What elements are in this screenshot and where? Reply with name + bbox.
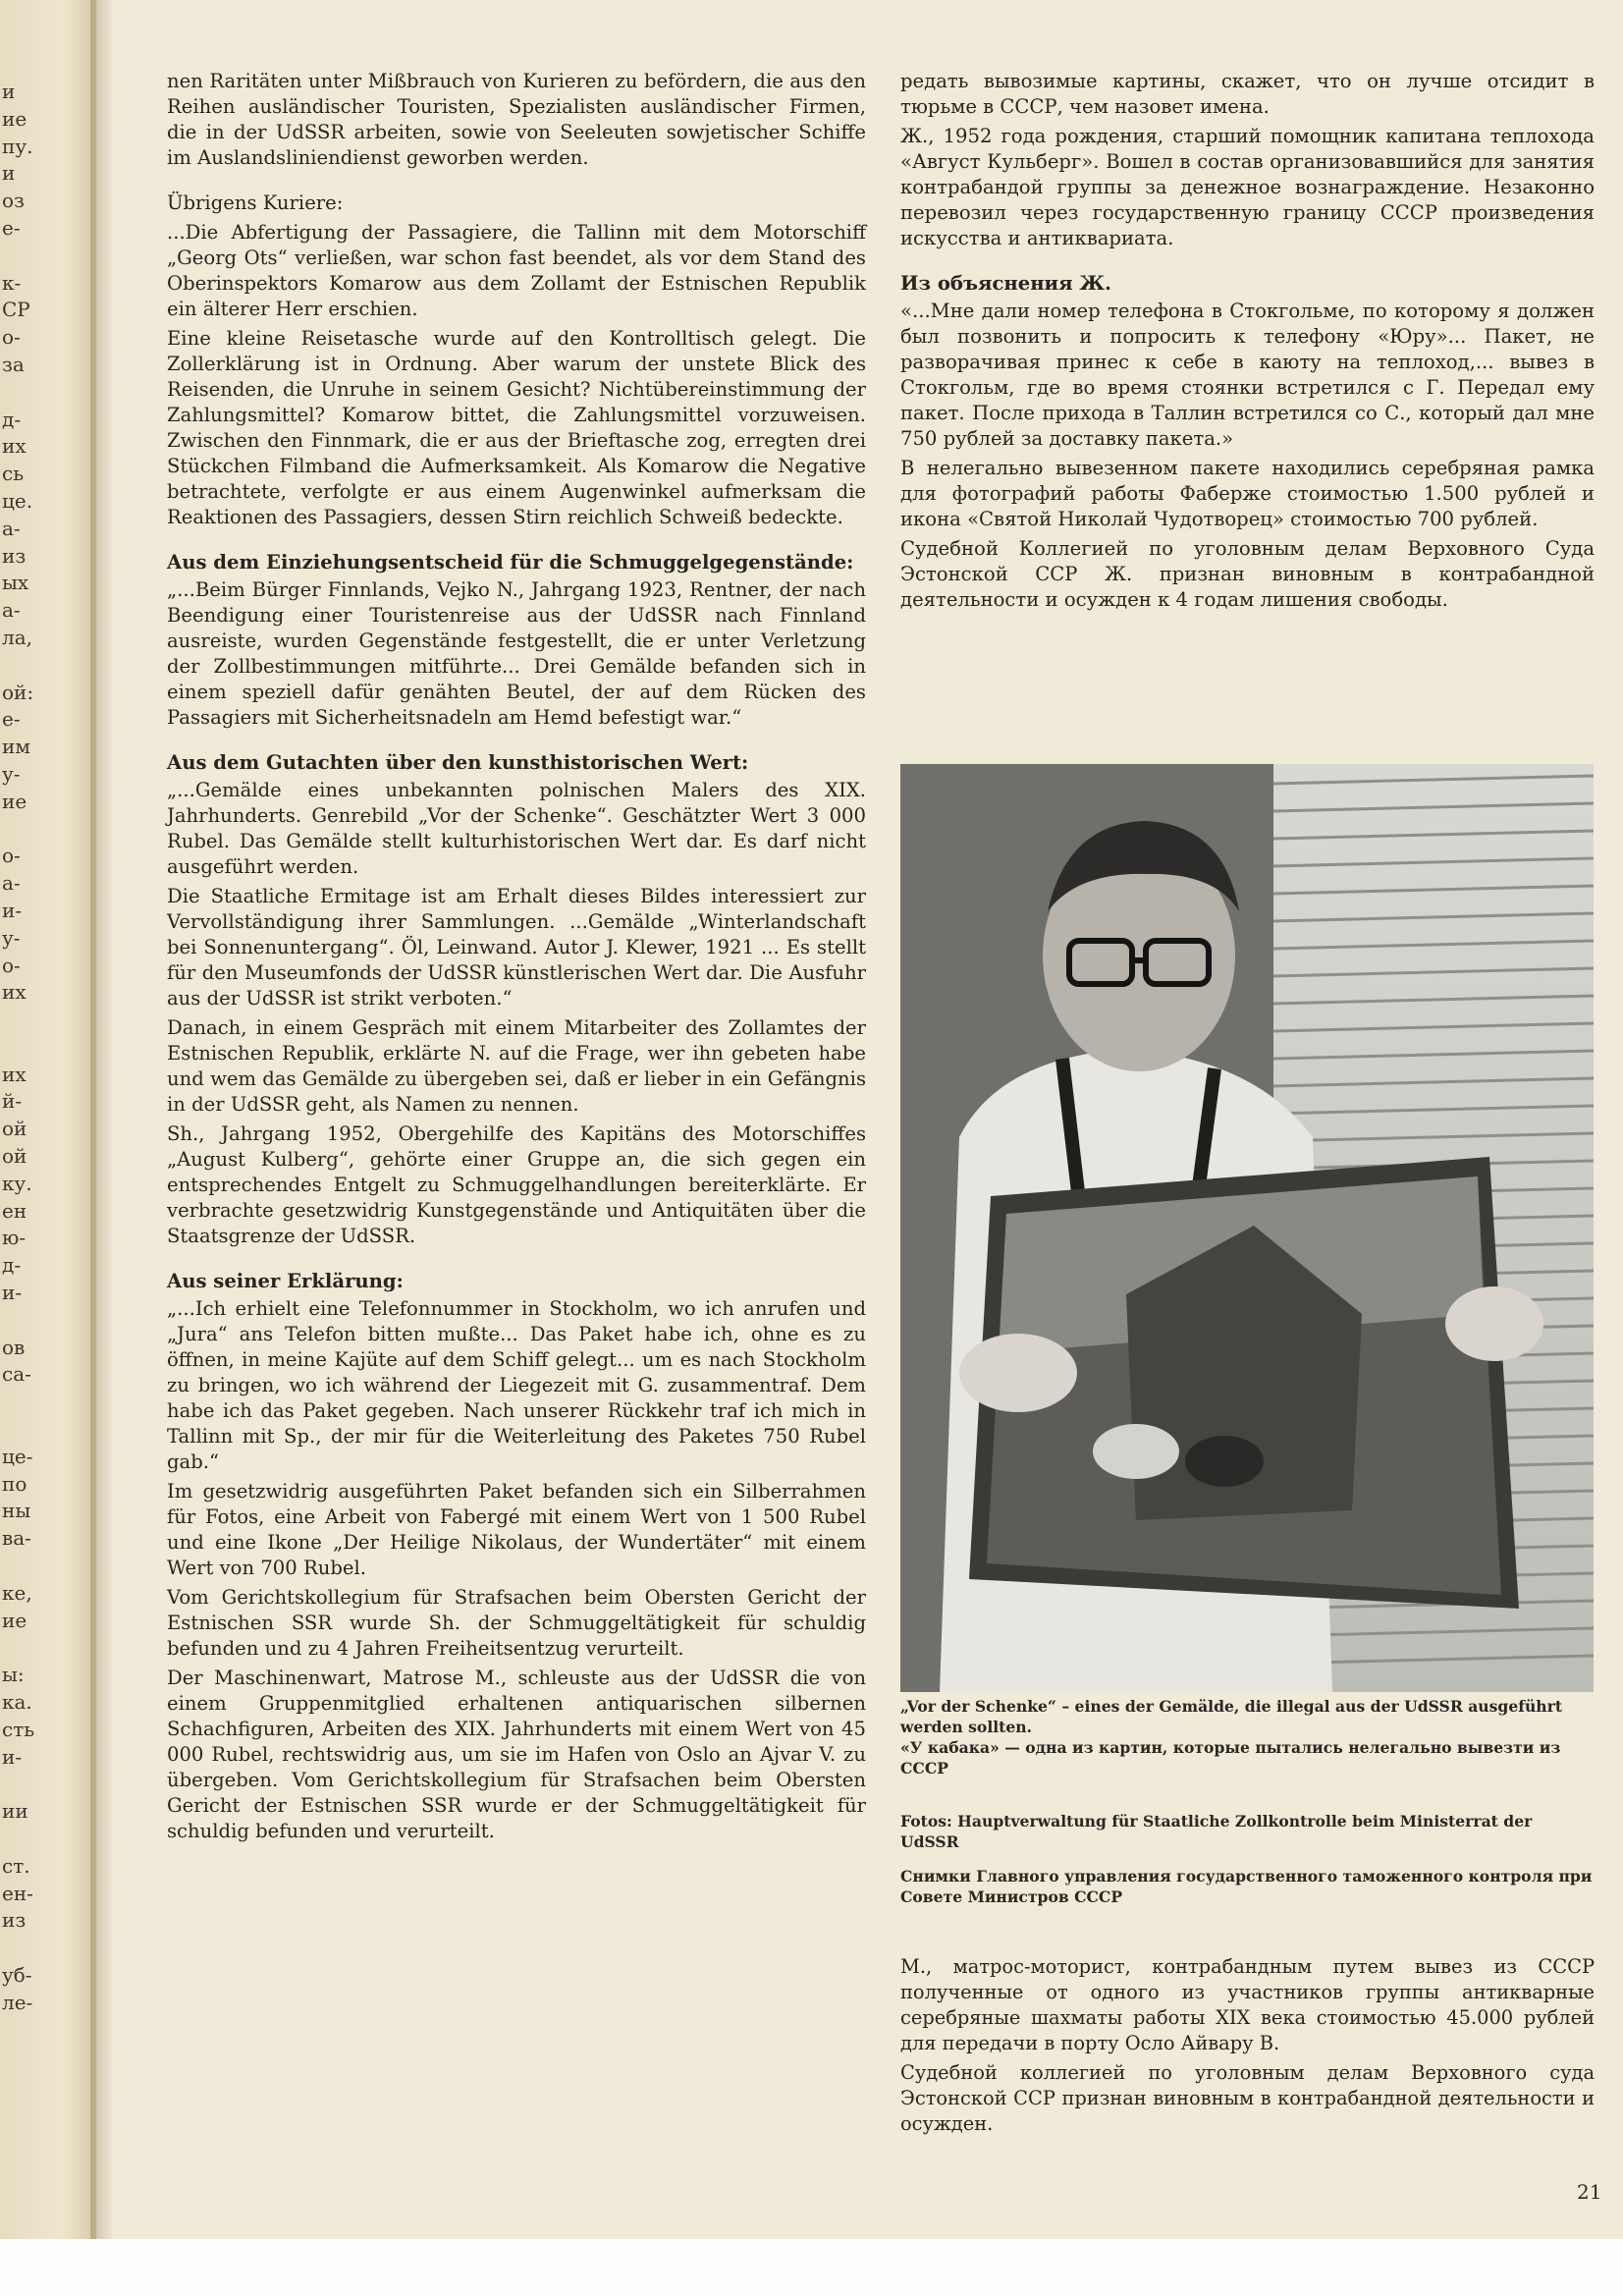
margin-fragment: у- — [2, 925, 21, 950]
margin-fragment — [2, 1307, 71, 1335]
margin-fragment: пу. — [2, 134, 33, 158]
ru-paragraph-4: В нелегально вывезенном пакете находились серебряная рамка для фотографий работы Фаберже стоимостью 1.500 рублей и икона «Святой Николай Чудотворец» стоимостью 700 рублей. — [900, 457, 1595, 530]
margin-fragment — [2, 379, 71, 407]
margin-fragment — [2, 1416, 71, 1444]
margin-fragment — [2, 1634, 71, 1662]
margin-fragment: ой — [2, 1144, 27, 1169]
margin-fragment: й- — [2, 1089, 23, 1114]
margin-fragment: це. — [2, 488, 33, 513]
margin-fragment: их — [2, 1062, 27, 1086]
margin-fragment: СР — [2, 298, 30, 322]
credit-russian: Снимки Главного управления государственного таможенного контроля при Совете Министров СССР — [900, 1867, 1593, 1906]
margin-fragment: ю- — [2, 1226, 27, 1250]
right-hand — [1445, 1286, 1543, 1361]
photo-credits — [900, 1811, 1594, 1907]
margin-fragment: ка. — [2, 1690, 32, 1715]
margin-fragment — [2, 816, 71, 844]
painting-white-horse — [1093, 1424, 1179, 1479]
margin-fragment: це- — [2, 1444, 33, 1468]
expertise-paragraph-1: „...Gemälde eines unbekannten polnischen Malers des XIX. Jahrhunderts. Genrebild „Vor der Schenke“. Geschätzter Wert 3 000 Rubel. Das Gemälde stellt kulturhistorischen Wert dar. Es darf nicht ausgeführt werden. — [167, 779, 866, 878]
ru-paragraph-5: Судебной Коллегией по уголовным делам Верховного Суда Эстонской ССР Ж. признан виновным в контрабандной деятельности и осужден к 4 годам лишения свободы. — [900, 537, 1595, 611]
margin-fragment: ии — [2, 1799, 28, 1824]
margin-fragment: сть — [2, 1717, 35, 1741]
margin-fragment: са- — [2, 1362, 31, 1387]
ru-paragraph-6: М., матрос-моторист, контрабандным путем вывез из СССР полученные от одного из участников группы антикварные серебряные шахматы работы XIX века стоимостью 45.000 рублей для передачи в порту Осло Айвару В. — [900, 1955, 1595, 2054]
couriers-paragraph-1: ...Die Abfertigung der Passagiere, die Tallinn mit dem Motorschiff „Georg Ots“ verließen, war schon fast beendet, als vor dem Stand des Oberinspektors Komarow aus dem Zollamt der Estnischen Republik ein älterer Herr erschien. — [167, 221, 866, 320]
caption-german: „Vor der Schenke“ – eines der Gemälde, die illegal aus der UdSSR ausgeführt werden sollten. — [900, 1697, 1563, 1736]
caption-russian: «У кабака» — одна из картин, которые пытались нелегально вывезти из СССР — [900, 1738, 1561, 1777]
photo-caption — [900, 1696, 1594, 1778]
margin-fragment: ла, — [2, 625, 32, 649]
margin-fragment: ны — [2, 1499, 31, 1523]
heading-confiscation: Aus dem Einziehungsentscheid für die Schmuggelgegenstände: — [167, 551, 854, 574]
margin-fragment: и — [2, 80, 16, 103]
margin-fragment — [2, 1389, 71, 1416]
margin-fragment: ых — [2, 571, 29, 595]
margin-fragment: ке, — [2, 1580, 32, 1605]
margin-fragment: ов — [2, 1335, 26, 1359]
margin-fragment: их — [2, 434, 27, 459]
page-number: 21 — [1577, 2180, 1602, 2204]
margin-fragment: оз — [2, 189, 25, 213]
margin-fragment: ие — [2, 1608, 27, 1632]
margin-fragment — [2, 1771, 71, 1798]
statement-paragraph-4: Der Maschinenwart, Matrose M., schleuste aus der UdSSR die von einem Gruppenmitglied erhaltenen antiquarischen silbernen Schachfiguren, Arbeiten des XIX. Jahrhunderts mit einem Wert von 45 000 Rubel, rechtswidrig aus, um sie im Hafen von Oslo an Ajvar V. zu übergeben. Vom Gerichtskollegium für Strafsachen beim Obersten Gericht der Estnischen SSR wurde er der Schmuggeltätigkeit für schuldig befunden und verurteilt. — [167, 1667, 866, 1842]
binding-shadow — [90, 0, 114, 2239]
margin-fragment: за — [2, 352, 25, 376]
margin-fragment: из — [2, 543, 27, 568]
margin-fragment: сь — [2, 462, 25, 486]
margin-fragment: и- — [2, 1744, 23, 1769]
margin-fragment — [2, 1034, 71, 1062]
margin-fragment — [2, 1935, 71, 1962]
photo-illustration — [900, 764, 1594, 1692]
expertise-paragraph-3: Danach, in einem Gespräch mit einem Mitarbeiter des Zollamtes der Estnischen Republik, erklärte N. auf die Frage, wer ihn gebeten habe und wem das Gemälde zu übergeben sei, daß er lieber in ein Gefängnis in der UdSSR geht, als Namen zu nennen. — [167, 1016, 866, 1116]
ru-paragraph-1: редать вывозимые картины, скажет, что он лучше отсидит в тюрьме в СССР, чем назовет имена. — [900, 70, 1595, 118]
margin-fragment: из — [2, 1908, 27, 1933]
margin-fragment: у- — [2, 761, 21, 786]
margin-fragment: е- — [2, 215, 21, 240]
margin-fragment — [2, 1007, 71, 1034]
photo-man-holding-painting — [900, 764, 1594, 1692]
credit-german: Fotos: Hauptverwaltung für Staatliche Zollkontrolle beim Ministerrat der UdSSR — [900, 1812, 1533, 1851]
margin-fragment: по — [2, 1471, 27, 1496]
margin-fragments — [2, 79, 71, 2017]
margin-fragment: ва- — [2, 1526, 31, 1551]
ru-paragraph-3: «...Мне дали номер телефона в Стокгольме, по которому я должен был позвонить и попросить к телефону «Юру»... Пакет, не разворачивая принес к себе в каюту на теплоход,... вывез в Стокгольм, где во время стоянки встретился с Г. Передал ему пакет. После прихода в Таллин встретился со С., который дал мне 750 рублей за доставку пакета.» — [900, 300, 1595, 450]
margin-fragment: о- — [2, 953, 21, 977]
margin-fragment: д- — [2, 407, 22, 431]
margin-fragment: им — [2, 735, 30, 759]
scan-bottom-margin — [0, 2239, 1623, 2296]
couriers-paragraph-2: Eine kleine Reisetasche wurde auf den Kontrolltisch gelegt. Die Zollerklärung ist in Ordnung. Aber warum der unstete Blick des Reisenden, die Unruhe in seinem Gesicht? Nichtübereinstimmung der Zahlungsmittel? Komarow bittet, die Zahlungsmittel vorzuweisen. Zwischen den Finnmark, die er aus der Brieftasche zog, erregten drei Stückchen Filmband die Aufmerksamkeit. Als Komarow die Negative betrachtete, verfolgte er aus einem Augenwinkel aufmerksam die Reaktionen des Passagiers, dessen Stirn reichlich Schweiß bedeckte. — [167, 327, 866, 528]
margin-fragment — [2, 243, 71, 270]
ru-paragraph-7: Судебной коллегией по уголовным делам Верховного суда Эстонской ССР признан виновным в контрабандной деятельности и осужден. — [900, 2061, 1595, 2135]
left-column — [167, 69, 866, 1848]
margin-fragment: а- — [2, 598, 21, 623]
ru-paragraph-2: Ж., 1952 года рождения, старший помощник капитана теплохода «Август Кульберг». Вошел в состав организовавшийся для занятия контрабандой группы за денежное вознаграждение. Незаконно перевозил через государственную границу СССР произведения искусства и антиквариата. — [900, 125, 1595, 249]
margin-fragment: ие — [2, 789, 27, 813]
statement-paragraph-3: Vom Gerichtskollegium für Strafsachen beim Obersten Gericht der Estnischen SSR wurde Sh. der Schmuggeltätigkeit für schuldig befunden und zu 4 Jahren Freiheitsentzug verurteilt. — [167, 1586, 866, 1660]
painting-dark-horse — [1185, 1436, 1264, 1487]
margin-fragment: ой: — [2, 680, 34, 704]
margin-fragment: и- — [2, 898, 23, 922]
margin-fragment: их — [2, 980, 27, 1005]
margin-fragment: и- — [2, 1281, 23, 1305]
margin-fragment: к- — [2, 270, 22, 295]
margin-fragment: уб- — [2, 1962, 32, 1987]
margin-fragment: и — [2, 161, 16, 186]
intro-paragraph: nen Raritäten unter Mißbrauch von Kurieren zu befördern, die aus den Reihen ausländischer Touristen, Spezialisten ausländischer Firmen, die in der UdSSR arbeiten, sowie von Seeleuten sowjetischer Schiffe im Auslandsliniendienst geworben werden. — [167, 70, 866, 169]
margin-fragment: а- — [2, 516, 21, 540]
ru-heading-explanation: Из объяснения Ж. — [900, 272, 1111, 295]
margin-fragment: ой — [2, 1117, 27, 1141]
right-column-bottom — [900, 1954, 1595, 2141]
margin-fragment — [2, 1826, 71, 1853]
margin-fragment: а- — [2, 871, 21, 896]
margin-fragment: о- — [2, 325, 21, 350]
margin-fragment: ие — [2, 106, 27, 131]
statement-paragraph-1: „...Ich erhielt eine Telefonnummer in Stockholm, wo ich anrufen und „Jura“ ans Telefon bitten mußte... Das Paket habe ich, ohne es zu öffnen, in meine Kajüte auf dem Schiff gelegt... um es nach Stockholm zu bringen, wo ich während der Liegezeit mit G. zusammentraf. Dem habe ich das Paket gegeben. Nach unserer Rückkehr traf ich mich in Tallinn mit Sp., der mir für die Weiterleitung des Paketes 750 Rubel gab.“ — [167, 1297, 866, 1473]
margin-fragment: ст. — [2, 1853, 30, 1878]
statement-paragraph-2: Im gesetzwidrig ausgeführten Paket befanden sich ein Silberrahmen für Fotos, eine Arbeit von Fabergé mit einem Wert von 1 500 Rubel und eine Ikone „Der Heilige Nikolaus, der Wundertäter“ mit einem Wert von 700 Rubel. — [167, 1480, 866, 1579]
margin-fragment: д- — [2, 1253, 22, 1278]
margin-fragment: ы: — [2, 1663, 25, 1687]
margin-fragment: ле- — [2, 1990, 33, 2014]
confiscation-paragraph: „...Beim Bürger Finnlands, Vejko N., Jahrgang 1923, Rentner, der nach Beendigung einer Touristenreise aus der UdSSR nach Finnland ausreiste, wurden Gegenstände festgestellt, die er unter Verletzung der Zollbestimmungen mitführte... Drei Gemälde befanden sich in einem speziell dafür genähten Beutel, der auf dem Rücken des Passagiers mit Sicherheitsnadeln am Hemd befestigt war.“ — [167, 578, 866, 729]
margin-fragment: о- — [2, 844, 21, 868]
margin-fragment — [2, 1553, 71, 1580]
heading-statement: Aus seiner Erklärung: — [167, 1270, 404, 1292]
left-hand — [959, 1334, 1077, 1412]
margin-fragment: ен- — [2, 1881, 33, 1905]
expertise-paragraph-4: Sh., Jahrgang 1952, Obergehilfe des Kapitäns des Motorschiffes „August Kulberg“, gehörte einer Gruppe an, die sich gegen ein entsprechendes Entgelt zu Schmuggelhandlungen bereiterklärte. Er verbrachte gesetzwidrig Kunstgegenstände und Antiquitäten über die Staatsgrenze der UdSSR. — [167, 1122, 866, 1247]
heading-expertise: Aus dem Gutachten über den kunsthistorischen Wert: — [167, 751, 749, 774]
couriers-lead: Übrigens Kuriere: — [167, 191, 344, 214]
expertise-paragraph-2: Die Staatliche Ermitage ist am Erhalt dieses Bildes interessiert zur Vervollständigung ihrer Sammlungen. ...Gemälde „Winterlandschaft bei Sonnenuntergang“. Öl, Leinwand. Autor J. Klewer, 1921 ... Es stellt für den Museumfonds der UdSSR künstlerischen Wert dar. Die Ausfuhr aus der UdSSR ist strikt verboten.“ — [167, 885, 866, 1010]
margin-fragment — [2, 652, 71, 680]
margin-fragment: ен — [2, 1198, 27, 1223]
margin-fragment: е- — [2, 707, 21, 732]
margin-fragment: ку. — [2, 1171, 32, 1195]
right-column-top — [900, 69, 1595, 617]
